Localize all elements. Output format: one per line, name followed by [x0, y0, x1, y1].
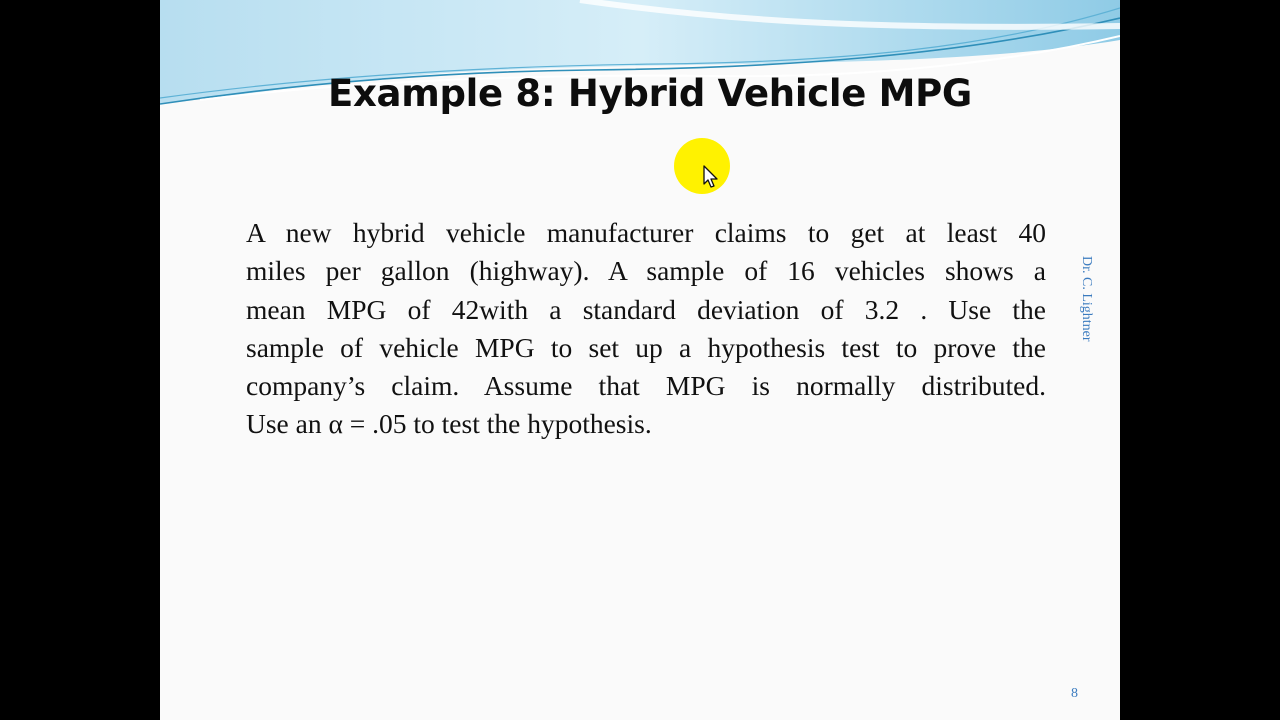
body-line: sample of vehicle MPG to set up a hypothesis test to prove the — [246, 331, 1046, 363]
slide-title: Example 8: Hybrid Vehicle MPG — [327, 72, 973, 115]
body-line: miles per gallon (highway). A sample of 16 vehicles shows a — [246, 255, 1046, 287]
problem-statement — [246, 214, 1046, 444]
author-credit: Dr. C. Lightner — [1079, 256, 1094, 342]
slide-number: 8 — [1071, 686, 1078, 701]
body-line: Use an α = .05 to test the hypothesis. — [246, 408, 652, 440]
body-line: company’s claim. Assume that MPG is normally distributed. — [246, 370, 1046, 402]
mouse-pointer-icon — [674, 138, 734, 198]
slide — [160, 0, 1120, 720]
body-line: mean MPG of 42with a standard deviation of 3.2 . Use the — [246, 293, 1046, 325]
body-line: A new hybrid vehicle manufacturer claims to get at least 40 — [246, 217, 1046, 248]
